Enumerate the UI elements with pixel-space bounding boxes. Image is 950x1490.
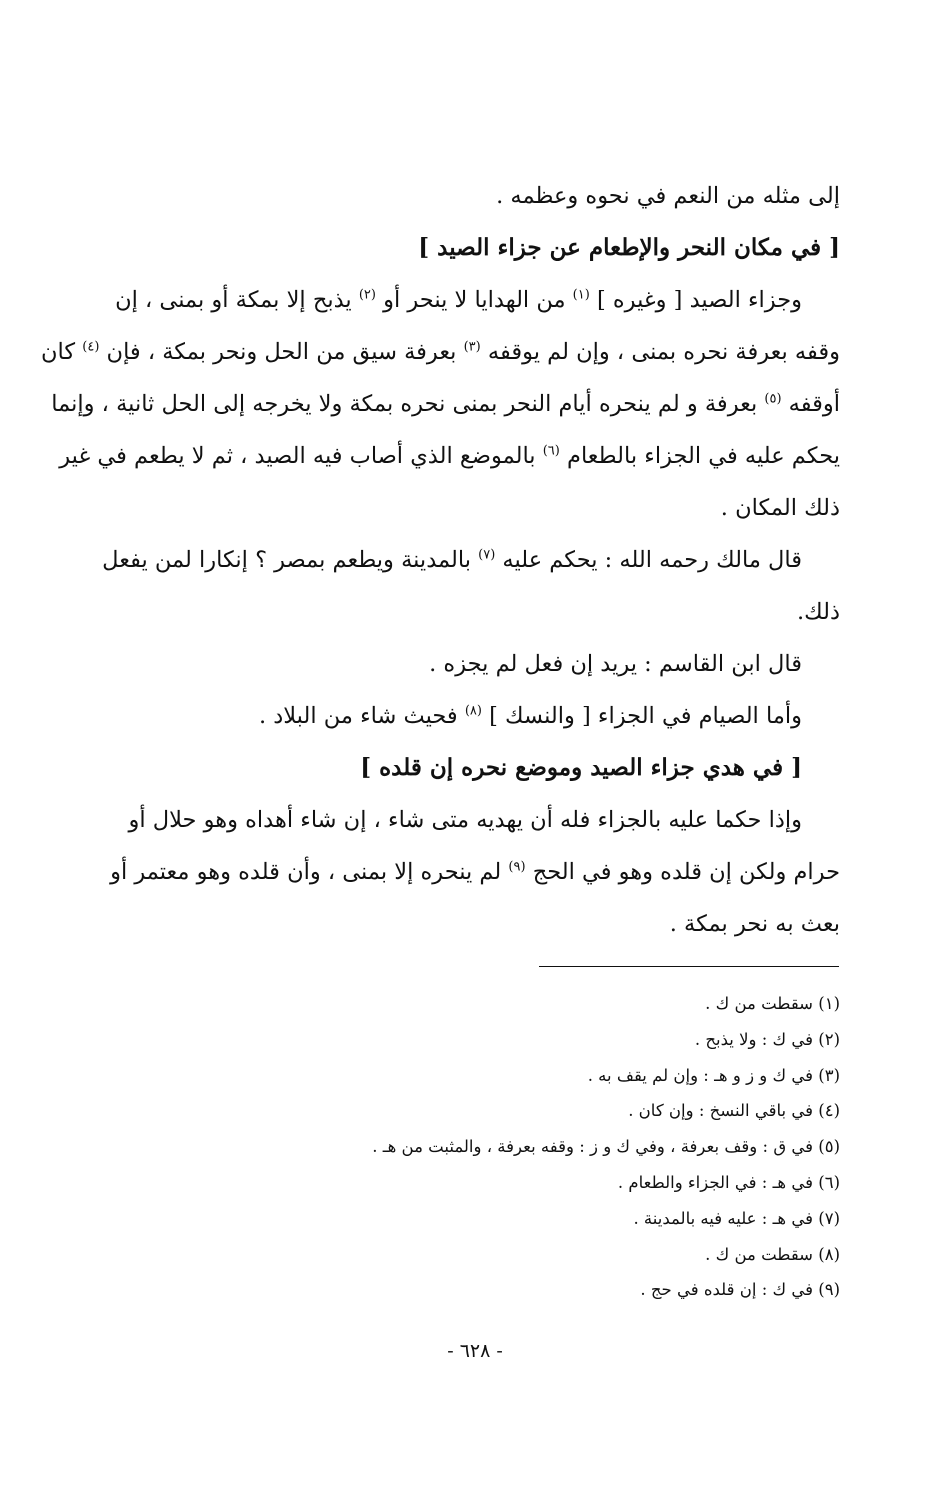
footnote: (٨) سقطت من ك . [705,1244,840,1264]
main-text [41,170,840,950]
text-run: لم ينحره إلا بمنى ، وأن قلده وهو معتمر أو [110,859,509,885]
text-line: ذلك المكان . [720,495,840,521]
text-line [51,378,840,430]
text-line: ذلك. [797,599,840,625]
text-line: إلى مثله من النعم في نحوه وعظمه . [496,183,840,209]
text-run: بعرفة سيق من الحل ونحر بمكة ، فإن [99,339,464,365]
text-line: وإذا حكما عليه بالجزاء فله أن يهديه متى شاء ، إن شاء أهداه وهو حلال أو [128,807,802,833]
footnote: (٧) في هـ : عليه فيه بالمدينة . [633,1208,840,1228]
text-run: أوقفه [781,391,840,417]
text-line [55,534,840,586]
footnote-ref: (٥) [764,391,782,407]
footnote-ref: (٢) [358,287,376,303]
footnote-ref: (٣) [463,339,481,355]
text-run: كان [41,339,83,365]
footnote-ref: (٩) [508,859,526,875]
footnote-ref: (٤) [82,339,100,355]
footnote: (٤) في باقي النسخ : وإن كان . [628,1101,840,1121]
text-line: بعث به نحر بمكة . [669,911,840,937]
footnote-ref: (٧) [478,547,496,563]
footnote-ref: (١) [572,287,590,303]
footnote: (٥) في ق : وقف بعرفة ، وفي ك و ز : وقفه بعرفة ، والمثبت من هـ . [372,1137,840,1157]
text-line [55,690,840,742]
footnote: (٣) في ك و ز و هـ : وإن لم يقف به . [587,1065,840,1085]
text-run: وجزاء الصيد [ وغيره ] [589,287,802,313]
text-run: فحيث شاء من البلاد . [258,703,465,729]
text-run: يحكم عليه في الجزاء بالطعام [559,443,840,469]
footnote: (١) سقطت من ك . [705,994,840,1013]
text-line [41,326,840,378]
text-run: وأما الصيام في الجزاء [ والنسك ] [481,703,802,729]
footnote-ref: (٦) [542,443,560,459]
text-run: قال مالك رحمه الله : يحكم عليه [495,547,802,573]
footnote: (٩) في ك : إن قلده في حج . [640,1280,840,1300]
section-heading: [ في هدي جزاء الصيد وموضع نحره إن قلده ] [360,754,802,781]
text-line [55,430,840,482]
text-run: بعرفة و لم ينحره أيام النحر بمنى نحره بمكة ولا يخرجه إلى الحل ثانية ، وإنما [51,391,765,417]
text-run: يذبح إلا بمكة أو بمنى ، إن [115,287,359,313]
footnotes [250,986,840,1308]
text-line [55,274,840,326]
text-run: بالمدينة ويطعم بمصر ؟ إنكارا لمن يفعل [102,547,479,573]
text-run: من الهدايا لا ينحر أو [375,287,573,313]
footnote-ref: (٨) [464,703,482,719]
footnote: (٢) في ك : ولا يذبح . [694,1029,840,1049]
page-number: - ٦٢٨ - [447,1340,503,1362]
section-heading: [ في مكان النحر والإطعام عن جزاء الصيد ] [418,234,840,261]
text-run: حرام ولكن إن قلده وهو في الحج [525,859,840,885]
text-line: قال ابن القاسم : يريد إن فعل لم يجزه . [429,651,802,677]
footnote-divider [539,966,839,967]
text-run: وقفه بعرفة نحره بمنى ، وإن لم يوقفه [480,339,840,365]
footnote: (٦) في هـ : في الجزاء والطعام . [617,1172,840,1192]
text-line [55,846,840,898]
text-run: بالموضع الذي أصاب فيه الصيد ، ثم لا يطعم في غير [59,443,543,469]
